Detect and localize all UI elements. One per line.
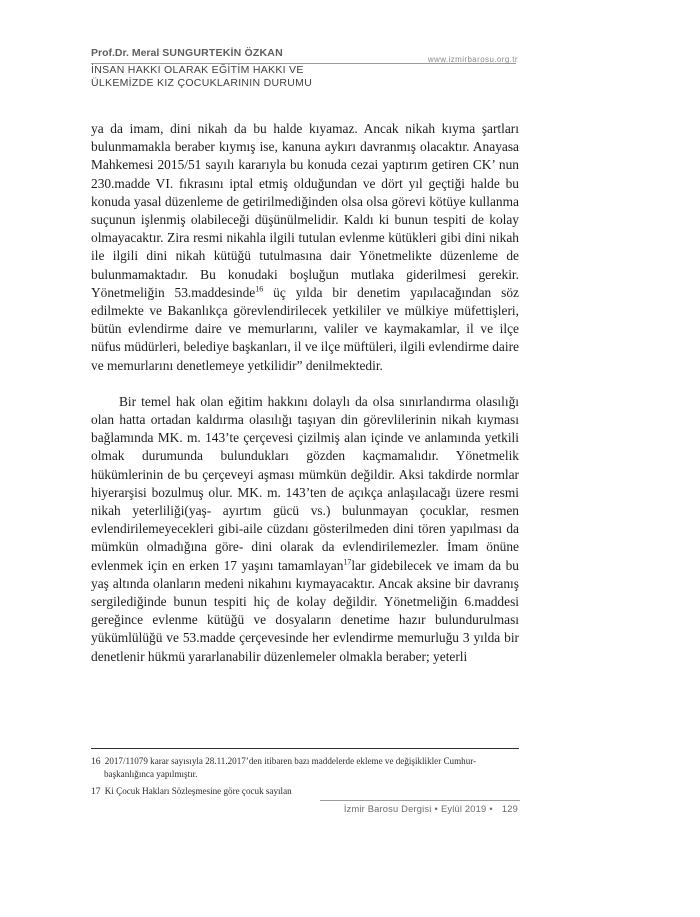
- author-name: [91, 47, 283, 59]
- article-title: [91, 64, 421, 89]
- footnote-17: [91, 785, 519, 798]
- article-title-line-2: ÜLKEMİZDE KIZ ÇOCUKLARININ DURUMU: [91, 76, 313, 89]
- footnote-text: 2017/11079 karar sayısıyla 28.11.2017’den itibaren bazı maddelerde ekleme ve değişiklikler Cumhur-: [102, 756, 477, 766]
- paragraph-1: [91, 120, 519, 375]
- footnote-ref-17[interactable]: 17: [343, 557, 352, 567]
- running-footer: [344, 804, 518, 814]
- paragraph-1-text-b: üç yılda bir denetim yapılacağından söz edilmekte ve Bakanlıkça görevlendirilecek yetkililer ve mülkiye müfettişleri, bütün evlendirme daire ve memurlarını, valiler ve kaymakamlar, il ve ilçe nüfus müdürleri, belediye başkanları, il ve ilçe müftüleri, ilgili evlendirme daire ve memurlarını denetlemeye yetkilidir” denilmektedir.: [91, 284, 519, 373]
- paragraph-1-text-a: ya da imam, dini nikah da bu halde kıyamaz. Ancak nikah kıyma şartları bulunmamakla beraber kıymış ise, kanuna aykırı davranmış olacaktır. Anayasa Mahkemesi 2015/51 sayılı kararıyla bu konuda cezai yaptırım getiren CK’ nun 230.madde VI. fıkrasını iptal etmiş olduğundan ve dört yıl geçtiği halde bu konuda yasal düzenleme de getirilmediğinden olsa olsa görevi kötüye kullanma suçunun işlenmiş olabileceği düşünülmelidir. Kaldı ki bunun tespiti de kolay olmayacaktır. Zira resmi nikahla ilgili tutulan evlenme kütükleri gibi dini nikah ile ilgili dini nikah kütüğü tutulmasına dair Yönetmelikte düzenleme de bulunmamaktadır. Bu konudaki boşluğun mutlaka giderilmesi gerekir. Yönetmeliğin 53.maddesinde: [91, 121, 519, 300]
- article-title-line-1: İNSAN HAKKI OLARAK EĞİTİM HAKKI VE: [91, 64, 304, 76]
- footnote-number: 17: [91, 787, 101, 797]
- footnote-text: Ki Çocuk Hakları Sözleşmesine göre çocuk sayılan: [102, 786, 292, 796]
- footnote-divider: [91, 748, 519, 749]
- footnote-text-continued: başkanlığınca yapılmıştır.: [104, 769, 198, 779]
- footer-divider: [320, 800, 520, 801]
- paragraph-2: [91, 393, 519, 666]
- separator-dot: •: [489, 804, 493, 814]
- footnote-number: 16: [91, 757, 101, 767]
- footnotes: [91, 748, 519, 803]
- paragraph-2-text-b: lar gidebilecek ve imam da bu yaş altında olanların medeni nikahını kıymayacaktır. Ancak aksine bir davranış sergilediğinde bunun tespiti hiç de kolay değildir. Yönetmeliğin 6.maddesi gereğince evlenme kütüğü ve dosyaların denetime hazır bulundurulması yükümlülüğü ve 53.madde çerçevesinde her evlendirme memurluğu 3 yılda bir denetlenir hükmü yararlanabilir düzenlemeler olmakla beraber; yeterli: [91, 557, 520, 664]
- footnote-ref-16[interactable]: 16: [255, 284, 264, 294]
- body-text: [91, 120, 519, 666]
- paragraph-2-text-a: Bir temel hak olan eğitim hakkını dolaylı da olsa sınırlandırma olasılığı olan hatta ortadan kaldırma olasılığı taşıyan din görevlilerinin nikah kıyması bağlamında MK. m. 143’te çerçevesi çizilmiş alan içinde ve anlamında yetkili olmak durumunda bulundukları gözden kaçmamalıdır. Yönetmelik hükümlerinin de bu çerçeveyi aşması mümkün değildir. Aksi takdirde normlar hiyerarşisi bozulmuş olur. MK. m. 143’ten de açıkça anlaşılacağı üzere resmi nikah yeterliliği(yaş- ayırtım gücü vs.) bulunmayan çocuklar, resmen evlendirilemeyecekleri gibi-aile cüzdanı gösterilmeden dini tören yapılması da mümkün olmadığına göre- dini olarak da evlendirilemezler. İmam önüne evlenmek için en erken 17 yaşını tamamlayan: [91, 393, 519, 573]
- author-surname: SUNGURTEKİN ÖZKAN: [162, 47, 283, 59]
- page-number: 129: [501, 804, 518, 814]
- separator-dot: •: [434, 804, 438, 814]
- website-url: www.izmirbarosu.org.tr: [427, 55, 518, 64]
- issue-date: Eylül 2019: [440, 804, 487, 814]
- running-header: [91, 47, 531, 92]
- journal-name: İzmir Barosu Dergisi: [343, 804, 432, 814]
- author-prefix: Prof.Dr. Meral: [91, 47, 163, 59]
- footnote-16: [91, 755, 519, 780]
